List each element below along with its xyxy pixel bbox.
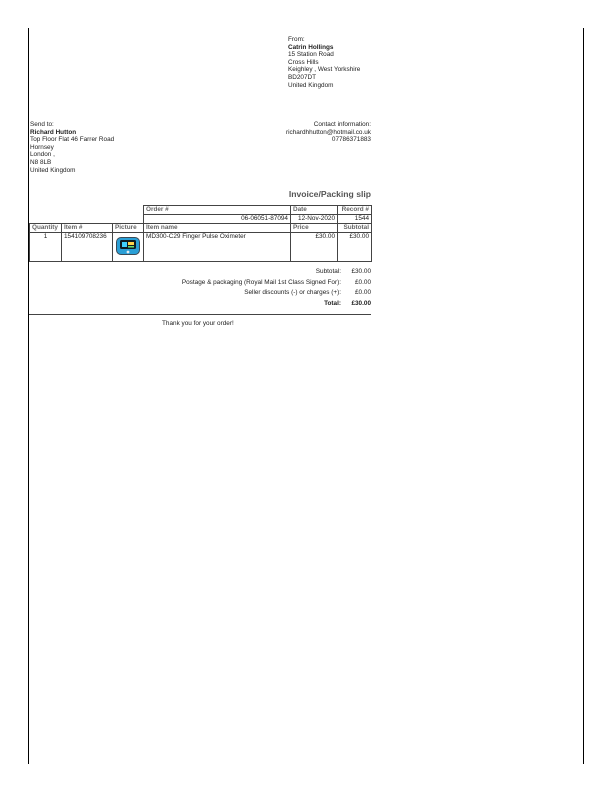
item-name: MD300-C29 Finger Pulse Oximeter bbox=[144, 233, 291, 262]
from-line: 15 Station Road bbox=[288, 51, 334, 59]
subtotal-label: Subtotal: bbox=[315, 268, 341, 275]
subtotal-value: £30.00 bbox=[351, 268, 371, 275]
send-to-line: United Kingdom bbox=[30, 166, 76, 174]
pulse-oximeter-icon bbox=[115, 234, 141, 258]
postage-value: £0.00 bbox=[355, 278, 371, 286]
order-number-header: Order # bbox=[144, 206, 291, 215]
item-quantity: 1 bbox=[30, 233, 62, 262]
contact-email: richardhhutton@hotmail.co.uk bbox=[286, 128, 371, 136]
items-header-row bbox=[30, 224, 372, 233]
from-name: Catrin Hollings bbox=[288, 43, 334, 51]
item-price: £30.00 bbox=[291, 233, 338, 262]
date-value: 12-Nov-2020 bbox=[291, 215, 338, 224]
contact-information bbox=[230, 121, 371, 144]
send-to-line: London , bbox=[30, 151, 55, 159]
from-line: Cross Hills bbox=[288, 58, 319, 66]
send-to-line: Top Floor Flat 46 Farrer Road bbox=[30, 136, 115, 144]
send-to-label: Send to: bbox=[30, 121, 54, 128]
contact-label: Contact information: bbox=[313, 121, 371, 128]
item-picture bbox=[113, 233, 144, 262]
from-label: From: bbox=[288, 36, 305, 43]
total-row bbox=[140, 300, 371, 311]
subtotal-header: Subtotal bbox=[338, 224, 372, 233]
subtotal-row bbox=[140, 268, 371, 279]
discount-value: £0.00 bbox=[355, 289, 371, 296]
from-line: Keighley , West Yorkshire bbox=[288, 66, 361, 74]
postage-row bbox=[140, 279, 371, 290]
thank-you-message: Thank you for your order! bbox=[162, 320, 234, 327]
divider bbox=[29, 314, 371, 315]
totals-section bbox=[140, 268, 371, 310]
price-header: Price bbox=[291, 224, 338, 233]
send-to-line: Hornsey bbox=[30, 143, 54, 151]
invoice-table bbox=[29, 205, 372, 262]
discount-label: Seller discounts (-) or charges (+): bbox=[244, 289, 341, 296]
postage-label: Postage & packaging (Royal Mail 1st Class Signed For): bbox=[181, 278, 341, 286]
quantity-header: Quantity bbox=[30, 224, 62, 233]
record-number-header: Record # bbox=[338, 206, 372, 215]
order-number-value: 06-06051-87094 bbox=[144, 215, 291, 224]
page-right-border bbox=[583, 28, 584, 764]
item-number-header: Item # bbox=[62, 224, 113, 233]
item-subtotal: £30.00 bbox=[338, 233, 372, 262]
page-title: Invoice/Packing slip bbox=[288, 189, 371, 199]
date-header: Date bbox=[291, 206, 338, 215]
item-name-header: Item name bbox=[144, 224, 291, 233]
from-line: United Kingdom bbox=[288, 81, 334, 89]
send-to-address bbox=[30, 121, 114, 174]
from-line: BD207DT bbox=[288, 73, 317, 81]
total-value: £30.00 bbox=[351, 299, 371, 307]
record-number-value: 1544 bbox=[338, 215, 372, 224]
send-to-name: Richard Hutton bbox=[30, 128, 77, 136]
item-number: 154109708236 bbox=[62, 233, 113, 262]
total-label: Total: bbox=[324, 299, 341, 307]
picture-header: Picture bbox=[113, 224, 144, 233]
contact-phone: 07786371883 bbox=[331, 136, 371, 144]
discount-row bbox=[140, 289, 371, 300]
order-values-row bbox=[30, 215, 372, 224]
table-row bbox=[30, 233, 372, 262]
send-to-line: N8 8LB bbox=[30, 158, 52, 166]
page-left-border bbox=[28, 28, 29, 764]
from-address bbox=[288, 36, 360, 89]
order-header-row bbox=[30, 206, 372, 215]
